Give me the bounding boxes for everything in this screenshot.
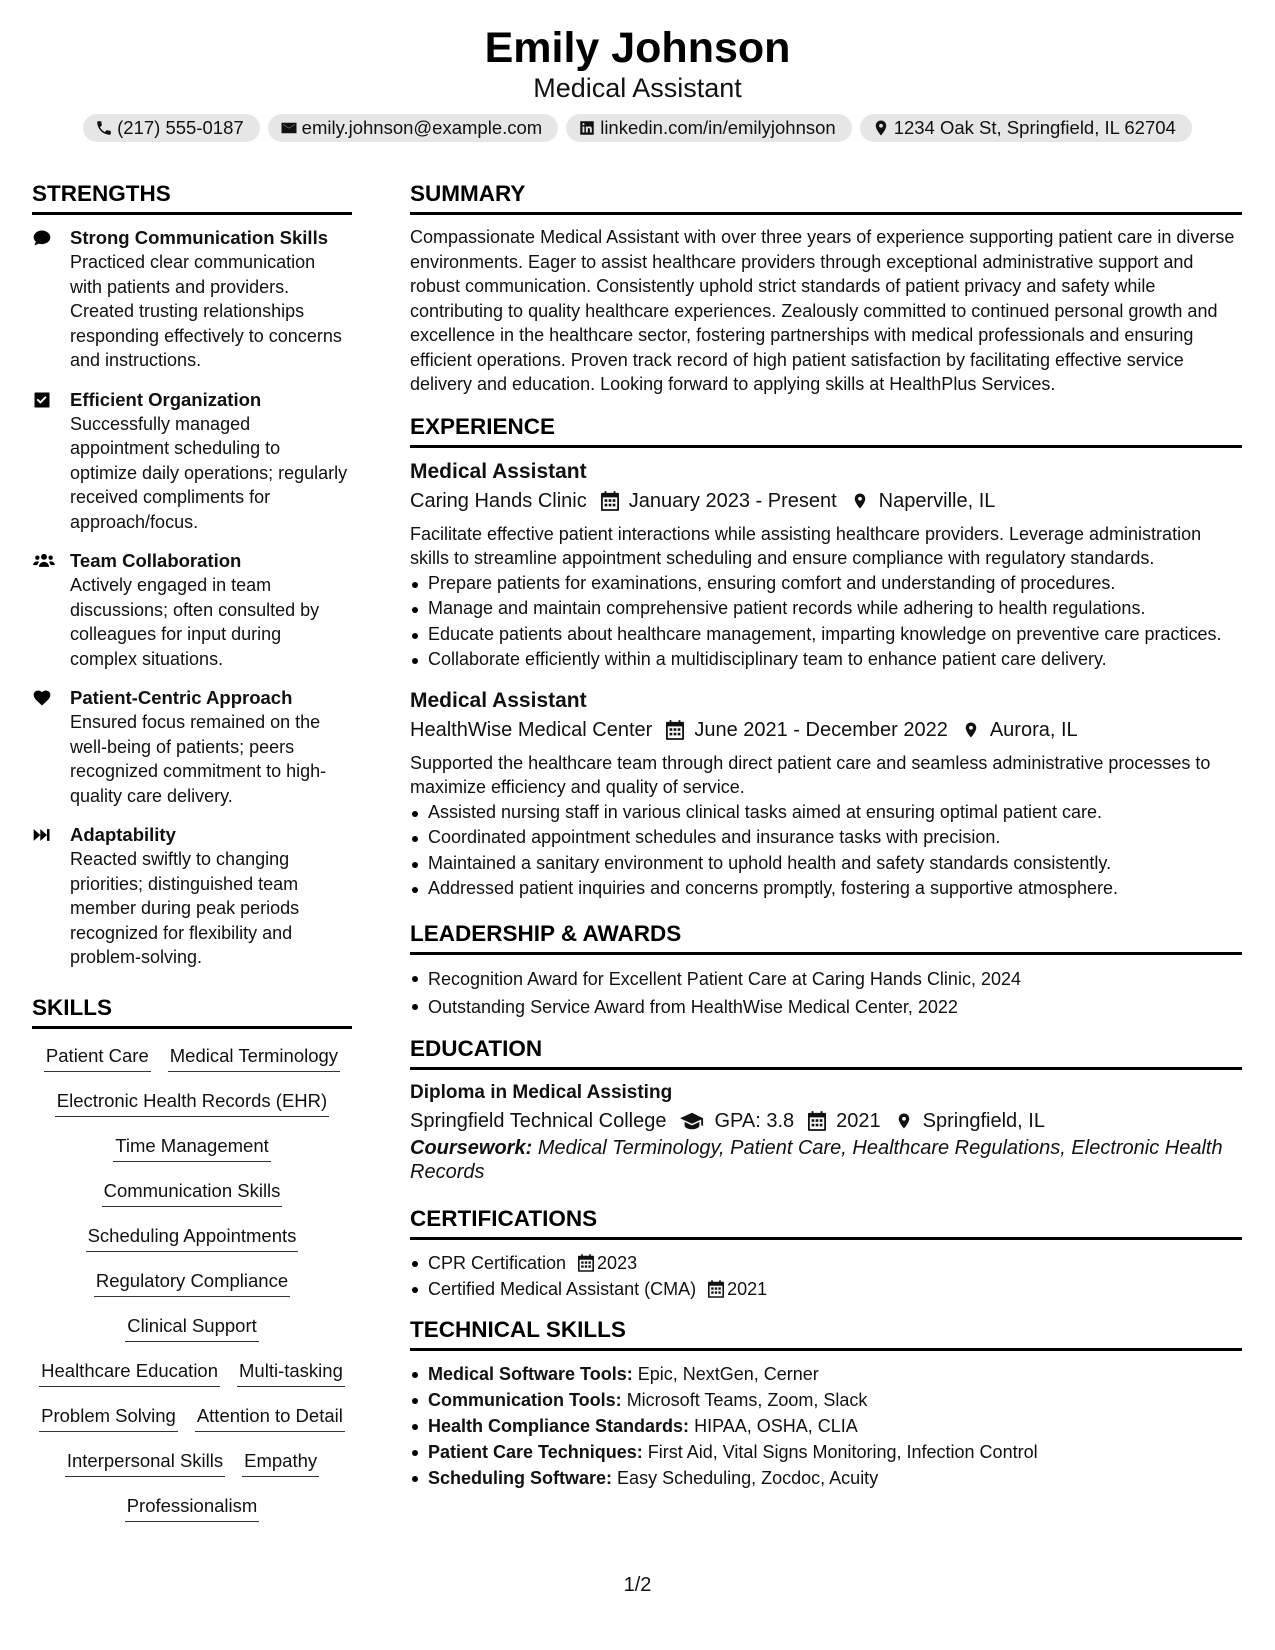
awards-list	[410, 965, 1242, 1021]
envelope-icon	[280, 119, 298, 137]
list-item: Educate patients about healthcare management, imparting knowledge on preventive care practices.	[410, 622, 1242, 648]
skill-tag: Multi-tasking	[237, 1358, 345, 1387]
calendar-icon	[666, 720, 684, 740]
list-item: Coordinated appointment schedules and insurance tasks with precision.	[410, 825, 1242, 851]
list-item	[410, 1465, 1242, 1491]
tech-value: Epic, NextGen, Cerner	[637, 1363, 819, 1384]
skill-tag: Interpersonal Skills	[65, 1448, 225, 1477]
skill-tag: Healthcare Education	[39, 1358, 220, 1387]
calendar-icon	[601, 491, 619, 511]
graduation-year: 2021	[836, 1109, 881, 1132]
skill-tag: Regulatory Compliance	[94, 1268, 290, 1297]
linkedin-icon	[578, 119, 596, 137]
list-item	[410, 1361, 1242, 1387]
phone-contact[interactable]	[83, 114, 260, 142]
cert-name: CPR Certification	[428, 1252, 567, 1273]
strength-desc: Actively engaged in team discussions; often consulted by colleagues for input during complex situations.	[70, 575, 320, 669]
skill-tag: Attention to Detail	[195, 1403, 345, 1432]
experience-heading: EXPERIENCE	[410, 413, 1242, 448]
certifications-heading: CERTIFICATIONS	[410, 1205, 1242, 1240]
map-pin-icon	[851, 491, 869, 511]
email-text: emily.johnson@example.com	[301, 117, 543, 138]
cert-name: Certified Medical Assistant (CMA)	[428, 1278, 697, 1299]
job-description: Facilitate effective patient interactions while assisting healthcare providers. Leverage administration skills to streamline appointment scheduling and ensure compliance with regulatory standards.	[410, 523, 1202, 568]
strength-title: Adaptability	[70, 824, 176, 845]
tech-label: Health Compliance Standards:	[428, 1415, 690, 1436]
strength-item	[32, 387, 352, 535]
calendar-icon	[808, 1111, 826, 1131]
strength-desc: Successfully managed appointment scheduling to optimize daily operations; regularly received compliments for approach/focus.	[70, 413, 348, 532]
strength-desc: Ensured focus remained on the well-being of patients; peers recognized commitment to high-quality care delivery.	[70, 712, 327, 806]
map-pin-icon	[962, 720, 980, 740]
skill-tag: Time Management	[113, 1133, 271, 1162]
coursework	[410, 1136, 1242, 1185]
education-meta	[410, 1106, 1242, 1136]
job-meta	[410, 715, 1242, 745]
strength-title: Efficient Organization	[70, 388, 262, 410]
linkedin-text: linkedin.com/in/emilyjohnson	[600, 117, 836, 138]
list-item: Prepare patients for examinations, ensuring comfort and understanding of procedures.	[410, 571, 1242, 597]
coursework-label: Coursework:	[410, 1136, 533, 1159]
strength-item	[32, 548, 352, 671]
awards-heading: LEADERSHIP & AWARDS	[410, 920, 1242, 955]
job-entry	[410, 687, 1242, 902]
list-item	[410, 1439, 1242, 1465]
tech-label: Patient Care Techniques:	[428, 1441, 643, 1462]
checkbox-icon	[32, 390, 52, 410]
job-location: Aurora, IL	[989, 718, 1078, 741]
skill-tag: Electronic Health Records (EHR)	[55, 1088, 329, 1117]
cert-year: 2023	[597, 1252, 638, 1273]
fast-forward-icon	[32, 825, 52, 845]
strength-item	[32, 225, 352, 373]
school-location: Springfield, IL	[922, 1109, 1045, 1132]
resume-header	[0, 22, 1275, 104]
education-heading: EDUCATION	[410, 1035, 1242, 1070]
job-company: Caring Hands Clinic	[410, 489, 587, 512]
list-item: Maintained a sanitary environment to uphold health and safety standards consistently.	[410, 851, 1242, 877]
comment-icon	[32, 228, 52, 248]
list-item	[410, 1387, 1242, 1413]
list-item	[410, 1276, 1242, 1302]
tech-value: First Aid, Vital Signs Monitoring, Infection Control	[647, 1441, 1038, 1462]
list-item: Assisted nursing staff in various clinical tasks aimed at ensuring optimal patient care.	[410, 800, 1242, 826]
tech-label: Medical Software Tools:	[428, 1363, 633, 1384]
address-contact	[860, 114, 1192, 142]
job-company: HealthWise Medical Center	[410, 718, 653, 741]
skill-tag: Medical Terminology	[168, 1043, 340, 1072]
job-title: Medical Assistant	[410, 459, 587, 483]
list-item: Collaborate efficiently within a multidisciplinary team to enhance patient care delivery.	[410, 647, 1242, 673]
strength-item	[32, 685, 352, 808]
coursework-list: Medical Terminology, Patient Care, Healthcare Regulations, Electronic Health Records	[410, 1136, 1223, 1183]
job-entry	[410, 458, 1242, 673]
strength-desc: Reacted swiftly to changing priorities; distinguished team member during peak periods recognized for flexibility and problem-solving.	[70, 849, 300, 967]
cert-year: 2021	[727, 1278, 768, 1299]
heart-icon	[32, 688, 52, 708]
job-description: Supported the healthcare team through direct patient care and seamless administrative processes to maximize efficiency and quality of service.	[410, 752, 1211, 797]
skills-heading: SKILLS	[32, 994, 352, 1029]
job-location: Naperville, IL	[878, 489, 996, 512]
linkedin-contact[interactable]	[566, 114, 851, 142]
job-title: Medical Assistant	[410, 688, 587, 712]
map-pin-icon	[895, 1111, 913, 1131]
contact-bar	[0, 114, 1275, 142]
email-contact[interactable]	[268, 114, 559, 142]
graduation-cap-icon	[680, 1111, 704, 1131]
strength-title: Strong Communication Skills	[70, 227, 328, 248]
list-item: Outstanding Service Award from HealthWise Medical Center, 2022	[410, 993, 1242, 1021]
users-icon	[32, 551, 56, 571]
skill-tag: Patient Care	[44, 1043, 151, 1072]
technical-skills-heading: TECHNICAL SKILLS	[410, 1316, 1242, 1351]
phone-text: (217) 555-0187	[117, 117, 244, 138]
tech-value: Easy Scheduling, Zocdoc, Acuity	[617, 1467, 879, 1488]
tech-value: Microsoft Teams, Zoom, Slack	[626, 1389, 868, 1410]
job-dates: January 2023 - Present	[628, 489, 837, 512]
page-number: 1/2	[623, 1574, 652, 1596]
school-name: Springfield Technical College	[410, 1109, 667, 1132]
tech-label: Communication Tools:	[428, 1389, 622, 1410]
candidate-name: Emily Johnson	[484, 24, 791, 72]
candidate-title: Medical Assistant	[533, 73, 742, 103]
map-pin-icon	[872, 119, 890, 137]
right-column	[410, 180, 1242, 1491]
calendar-icon	[708, 1280, 724, 1298]
job-meta	[410, 486, 1242, 516]
skill-tag: Empathy	[242, 1448, 319, 1477]
skill-tag: Scheduling Appointments	[86, 1223, 299, 1252]
job-bullets	[410, 571, 1242, 673]
list-item: Manage and maintain comprehensive patient records while adhering to health regulations.	[410, 596, 1242, 622]
tech-value: HIPAA, OSHA, CLIA	[694, 1415, 858, 1436]
skill-tag: Clinical Support	[125, 1313, 259, 1342]
skill-tag: Communication Skills	[102, 1178, 283, 1207]
technical-skills-list	[410, 1361, 1242, 1491]
strength-title: Patient-Centric Approach	[70, 687, 293, 708]
phone-icon	[95, 119, 113, 137]
job-bullets	[410, 800, 1242, 902]
calendar-icon	[578, 1254, 594, 1272]
list-item	[410, 1413, 1242, 1439]
left-column	[32, 180, 352, 1538]
gpa-value: GPA: 3.8	[714, 1109, 795, 1132]
list-item	[410, 1250, 1242, 1276]
list-item: Addressed patient inquiries and concerns promptly, fostering a supportive atmosphere.	[410, 876, 1242, 902]
degree-title: Diploma in Medical Assisting	[410, 1081, 673, 1103]
strength-desc: Practiced clear communication with patients and providers. Created trusting relationships responding effectively to concerns and instructions.	[70, 252, 342, 370]
strength-item	[32, 822, 352, 970]
address-text: 1234 Oak St, Springfield, IL 62704	[893, 117, 1176, 138]
summary-text: Compassionate Medical Assistant with over three years of experience supporting patient care in diverse environments. Eager to assist healthcare providers through exceptional administrative support and robust communication. Consistently uphold strict standards of patient privacy and safety while contributing to quality healthcare experiences. Zealously committed to continued personal growth and excellence in the healthcare sector, fostering partnerships with medical professionals and ensuring efficient operations. Proven track record of high patient satisfaction by facilitating effective service delivery and education. Looking forward to applying skills at HealthPlus Services.	[410, 227, 1235, 394]
list-item: Recognition Award for Excellent Patient Care at Caring Hands Clinic, 2024	[410, 965, 1242, 993]
certifications-list	[410, 1250, 1242, 1302]
strengths-heading: STRENGTHS	[32, 180, 352, 215]
tech-label: Scheduling Software:	[428, 1467, 613, 1488]
strength-title: Team Collaboration	[70, 550, 242, 571]
skills-list	[32, 1043, 352, 1538]
summary-heading: SUMMARY	[410, 180, 1242, 215]
skill-tag: Problem Solving	[39, 1403, 178, 1432]
skill-tag: Professionalism	[125, 1493, 260, 1522]
job-dates: June 2021 - December 2022	[694, 718, 948, 741]
